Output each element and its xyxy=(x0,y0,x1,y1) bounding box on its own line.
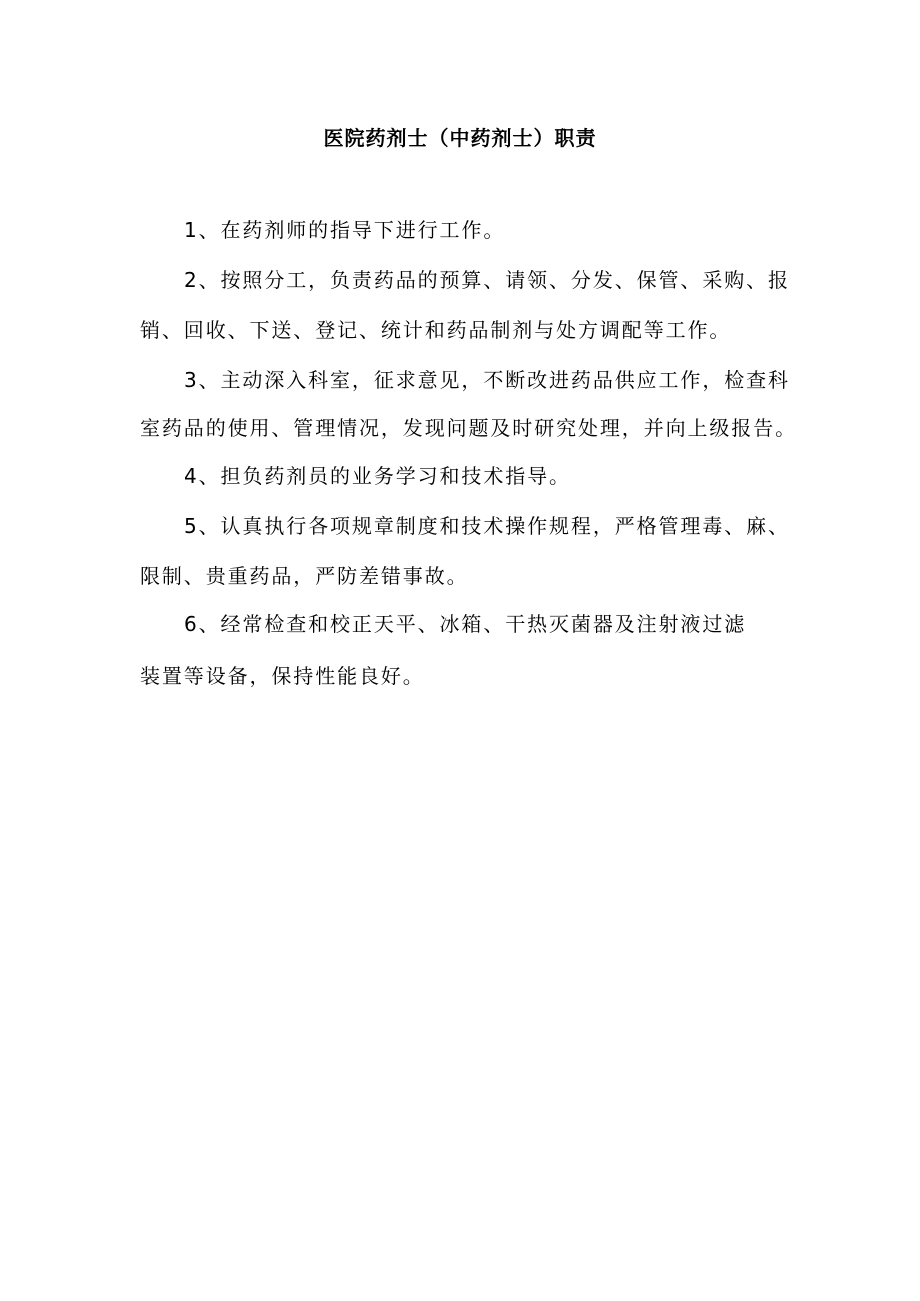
paragraph-5-line-2: 限制、贵重药品，严防差错事故。 xyxy=(140,564,469,588)
paragraph-4-line-1: 4、担负药剂员的业务学习和技术指导。 xyxy=(184,464,571,488)
paragraph-2-line-2: 销、回收、下送、登记、统计和药品制剂与处方调配等工作。 xyxy=(140,318,732,342)
paragraph-6-line-1: 6、经常检查和校正天平、冰箱、干热灭菌器及注射液过滤 xyxy=(184,612,747,636)
paragraph-3-line-1: 3、主动深入科室，征求意见，不断改进药品供应工作，检查科 xyxy=(184,368,790,392)
paragraph-1-line-1: 1、在药剂师的指导下进行工作。 xyxy=(184,218,506,242)
paragraph-3-line-2: 室药品的使用、管理情况，发现问题及时研究处理，并向上级报告。 xyxy=(140,416,797,440)
paragraph-6-line-2: 装置等设备，保持性能良好。 xyxy=(140,664,425,688)
paragraph-5-line-1: 5、认真执行各项规章制度和技术操作规程，严格管理毒、麻、 xyxy=(184,514,790,538)
paragraph-2-line-1: 2、按照分工，负责药品的预算、请领、分发、保管、采购、报 xyxy=(184,268,790,292)
page-title: 医院药剂士（中药剂士）职责 xyxy=(323,126,597,150)
